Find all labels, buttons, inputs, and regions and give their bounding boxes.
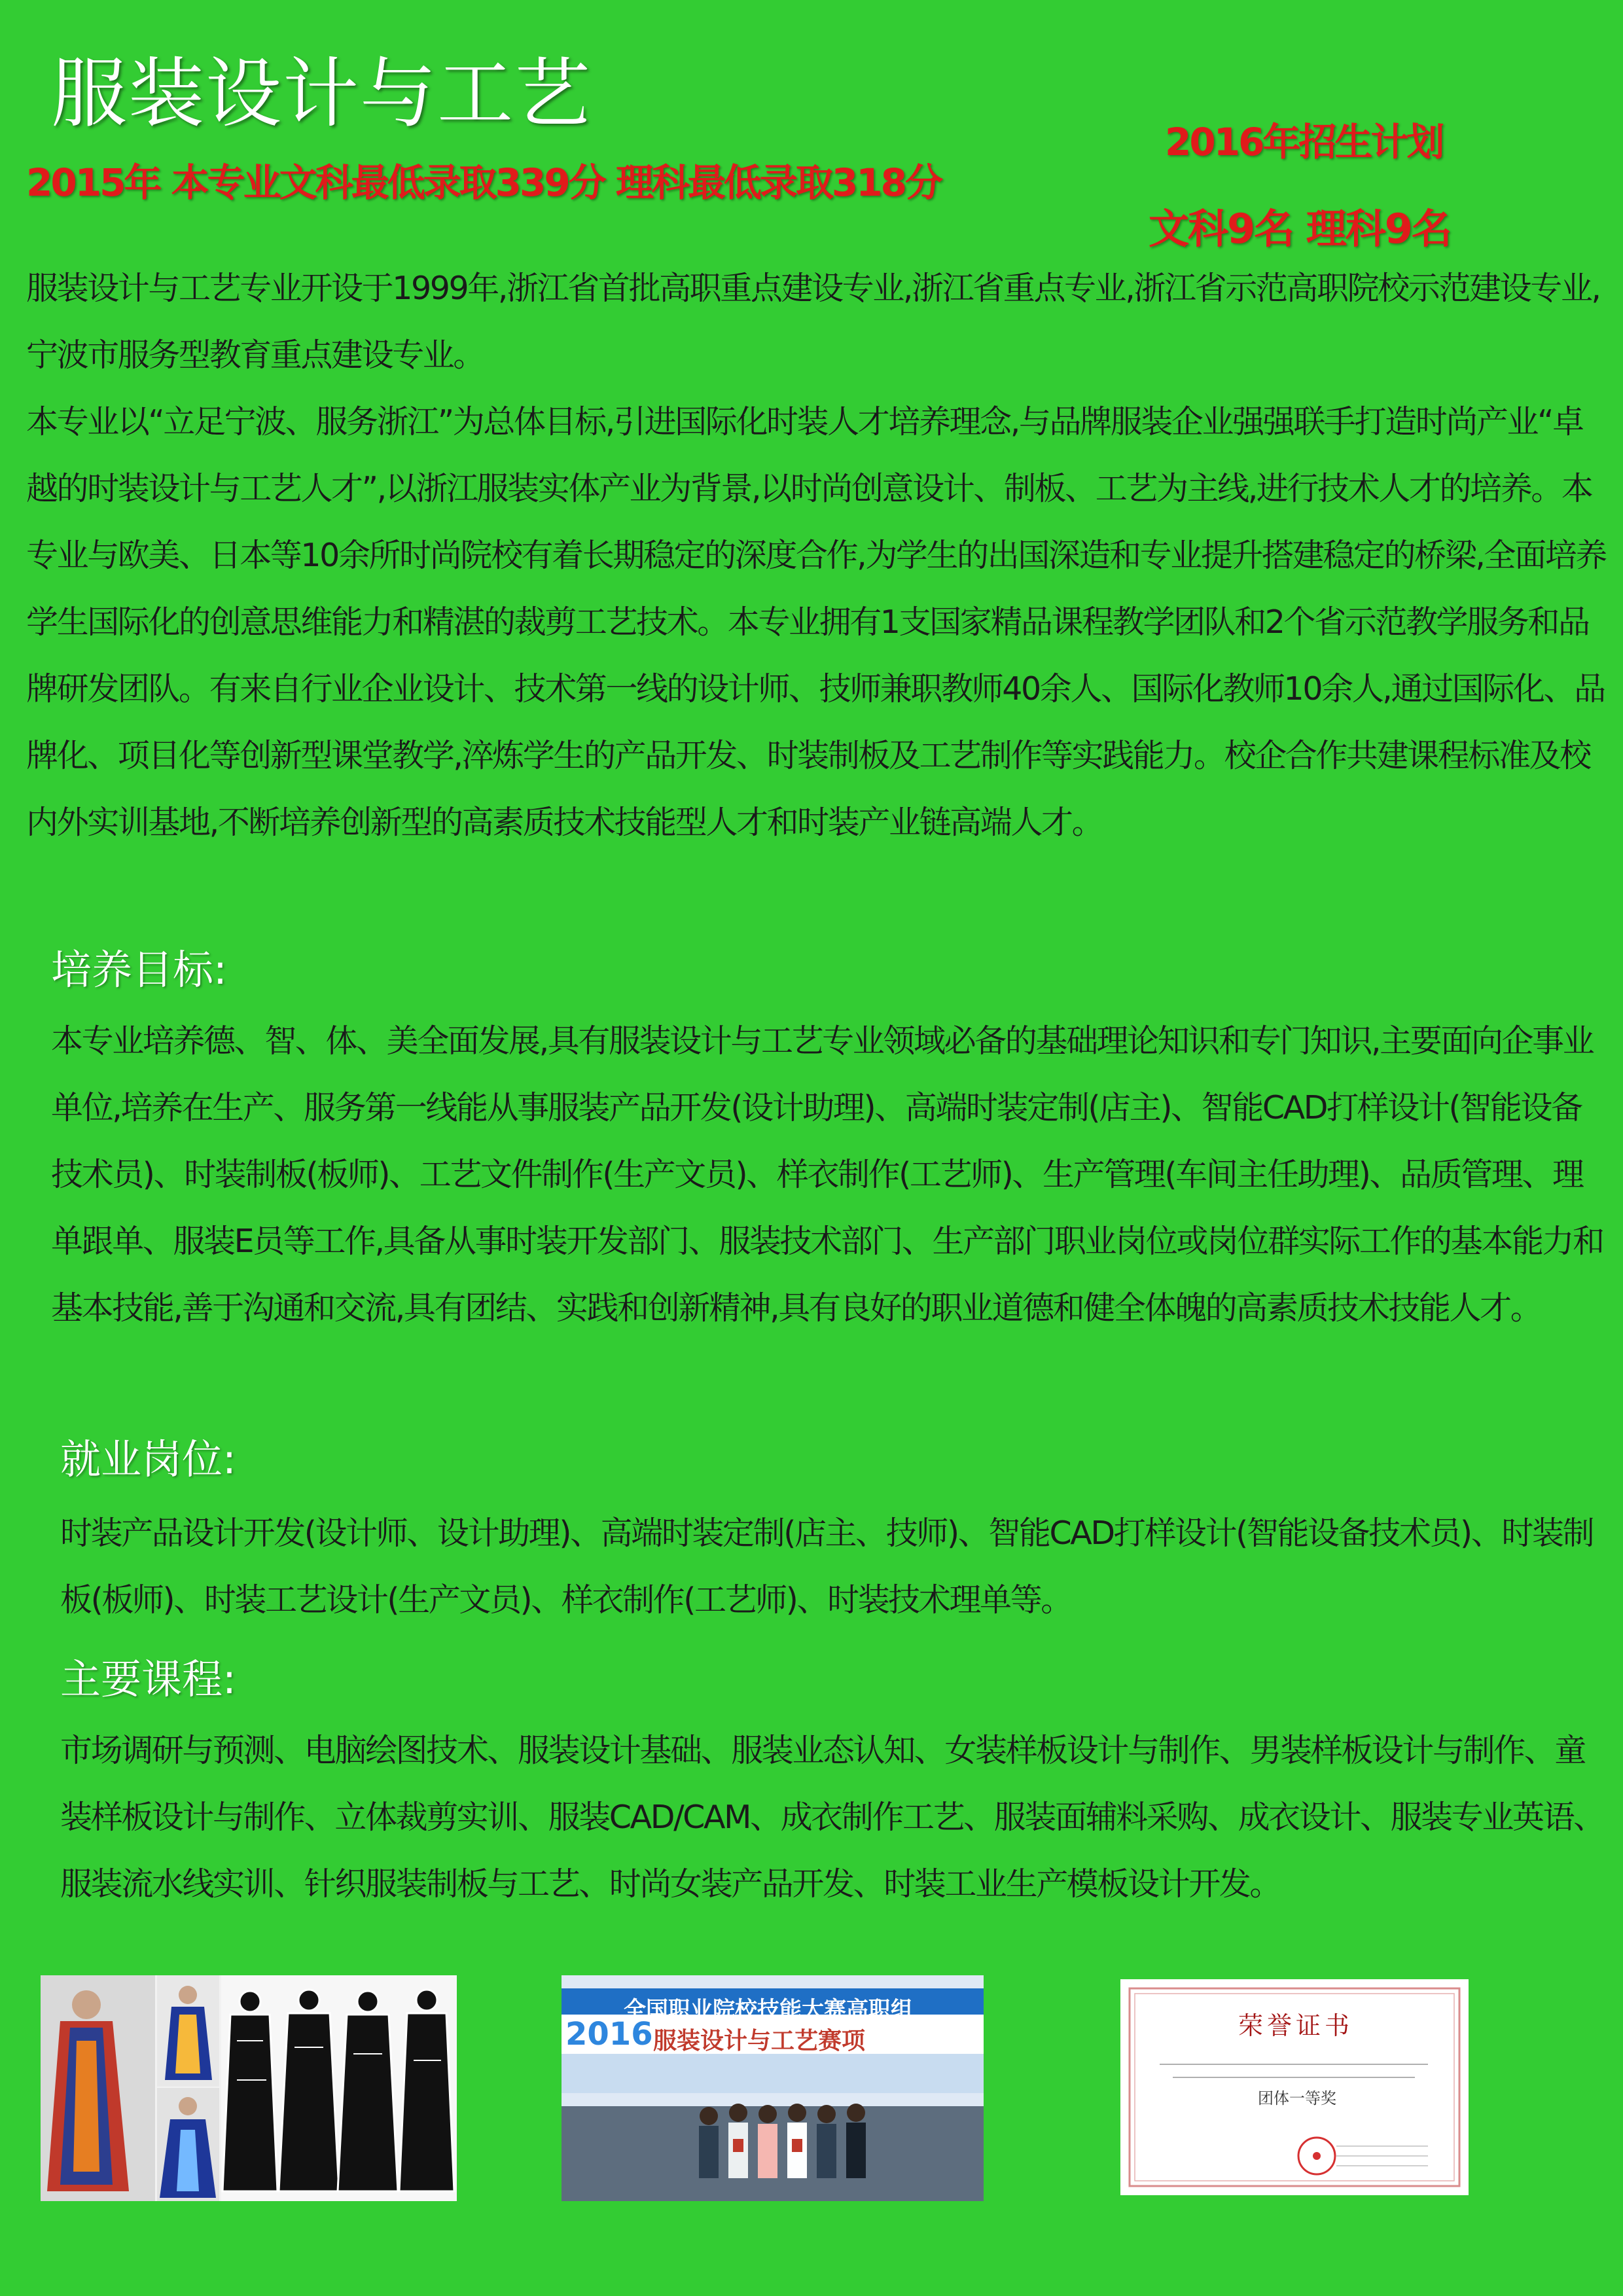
page-title: 服装设计与工艺 xyxy=(51,50,592,138)
courses-text: 市场调研与预测、电脑绘图技术、服装设计基础、服装业态认知、女装样板设计与制作、男装样板设计与制作、童装样板设计与制作、立体裁剪实训、服装CAD/CAM、成衣制作工艺、服装面辅料采购、成衣设计、服装专业英语、服装流水线实训、针织服装制板与工艺、时尚女装产品开发、时装工业生产模板设计开发。 xyxy=(60,1732,1604,1903)
goals-text: 本专业培养德、智、体、美全面发展,具有服装设计与工艺专业领域必备的基础理论知识和专门知识,主要面向企事业单位,培养在生产、服务第一线能从事服装产品开发(设计助理)、高端时装定制(店主)、智能CAD打样设计(智能设备技术员)、时装制板(板师)、工艺文件制作(生产文员)、样衣制作(工艺师)、生产管理(车间主任助理)、品质管理、理单跟单、服装E员等工作,具备从事时装开发部门、服装技术部门、生产部门职业岗位或岗位群实际工作的基本能力和基本技能,善于沟通和交流,具有团结、实践和创新精神,具有良好的职业道德和健全体魄的高素质技术技能人才。 xyxy=(51,1022,1603,1327)
certificate-award: 团体一等奖 xyxy=(1258,2089,1336,2108)
contest-subtitle-text: 服装设计与工艺赛项 xyxy=(653,2028,866,2054)
intro-paragraph-1: 服装设计与工艺专业开设于1999年,浙江省首批高职重点建设专业,浙江省重点专业,浙江省示范高职院校示范建设专业,宁波市服务型教育重点建设专业。 xyxy=(26,270,1600,374)
enrollment-plan-title: 2016年招生计划 xyxy=(1165,120,1443,164)
enrollment-plan-counts: 文科9名 理科9名 xyxy=(1149,205,1451,253)
certificate-title: 荣誉证书 xyxy=(1238,2011,1354,2040)
contest-year-text: 2016 xyxy=(565,2016,653,2053)
courses-heading: 主要课程: xyxy=(60,1655,236,1703)
jobs-text: 时装产品设计开发(设计师、设计助理)、高端时装定制(店主、技师)、智能CAD打样设计(智能设备技术员)、时装制板(板师)、时装工艺设计(生产文员)、样衣制作(工艺师)、时装技术理单等。 xyxy=(60,1515,1594,1619)
contest-banner-text: 全国职业院校技能大赛高职组 xyxy=(624,1997,913,2023)
honor-certificate-photo xyxy=(1120,1979,1469,2195)
admission-score-line: 2015年 本专业文科最低录取339分 理科最低录取318分 xyxy=(26,160,941,205)
fashion-design-photo xyxy=(41,1975,457,2201)
jobs-heading: 就业岗位: xyxy=(60,1435,236,1483)
fashion-collage-image xyxy=(41,1975,457,2201)
program-introduction xyxy=(26,255,1610,856)
goals-heading: 培养目标: xyxy=(51,946,227,994)
contest-group-photo xyxy=(562,1975,984,2201)
intro-paragraph-2: 本专业以“立足宁波、服务浙江”为总体目标,引进国际化时装人才培养理念,与品牌服装企业强强联手打造时尚产业“卓越的时装设计与工艺人才”,以浙江服装实体产业为背景,以时尚创意设计、制板、工艺为主线,进行技术人才的培养。本专业与欧美、日本等10余所时尚院校有着长期稳定的深度合作,为学生的出国深造和专业提升搭建稳定的桥梁,全面培养学生国际化的创意思维能力和精湛的裁剪工艺技术。本专业拥有1支国家精品课程教学团队和2个省示范教学服务和品牌研发团队。有来自行业企业设计、技术第一线的设计师、技师兼职教师40余人、国际化教师10余人,通过国际化、品牌化、项目化等创新型课堂教学,淬炼学生的产品开发、时装制板及工艺制作等实践能力。校企合作共建课程标准及校内外实训基地,不断培养创新型的高素质技术技能型人才和时装产业链高端人才。 xyxy=(26,403,1606,841)
